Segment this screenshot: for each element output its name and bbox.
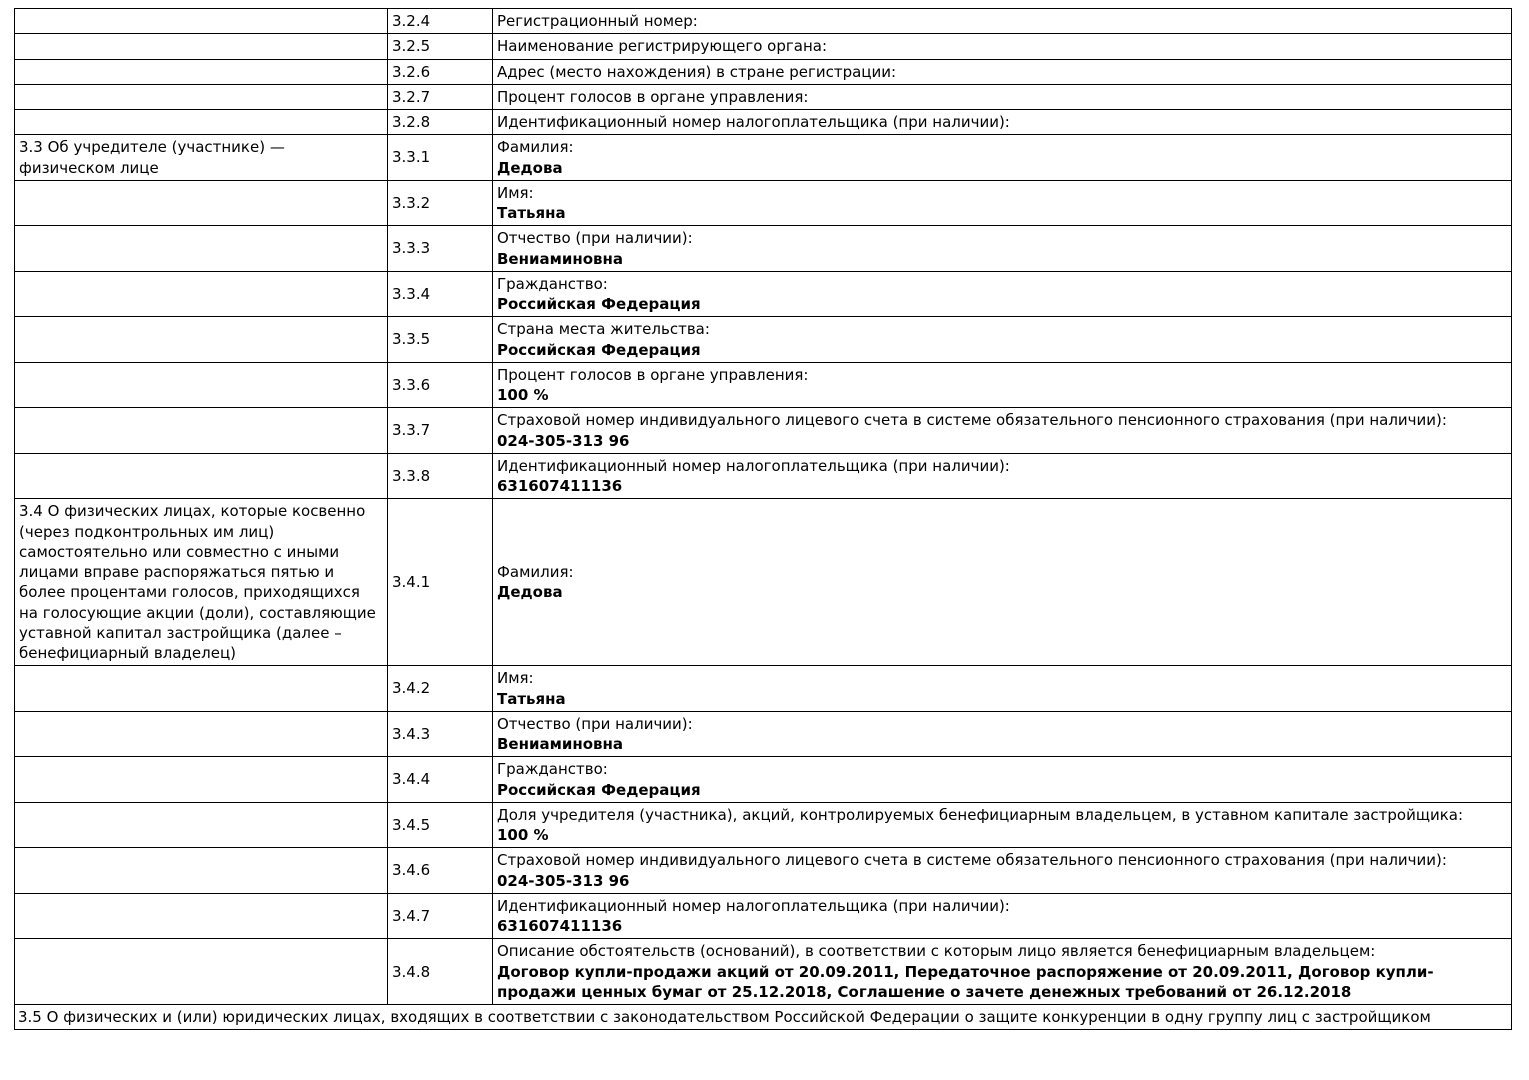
table-row <box>15 408 1512 454</box>
section-title-cell <box>15 802 388 848</box>
content-cell <box>493 84 1512 109</box>
field-value: 024-305-313 96 <box>497 871 630 890</box>
section-title-cell <box>15 317 388 363</box>
field-label: Регистрационный номер: <box>497 12 698 30</box>
footer-section-title: 3.5 О физических и (или) юридических лицах, входящих в соответствии с законодательством Российской Федерации о защите конкуренции в одну группу лиц с застройщиком <box>15 1005 1512 1030</box>
content-cell <box>493 59 1512 84</box>
section-title-cell <box>15 408 388 454</box>
item-number-cell: 3.4.3 <box>388 711 493 757</box>
field-label: Идентификационный номер налогоплательщика (при наличии): <box>497 896 1010 915</box>
field-label: Наименование регистрирующего органа: <box>497 37 827 56</box>
content-cell <box>493 711 1512 757</box>
section-title-cell: 3.4 О физических лицах, которые косвенно (через подконтрольных им лиц) самостоятельно или совместно с иными лицами вправе распоряжаться пятью и более процентами голосов, приходящихся на голосующие акции (доли), составляющие уставной капитал застройщика (далее – бенефициарный владелец) <box>15 499 388 666</box>
field-label: Процент голосов в органе управления: <box>497 87 809 106</box>
table-row <box>15 34 1512 59</box>
section-title-cell: 3.3 Об учредителе (участнике) — физическом лице <box>15 135 388 181</box>
table-row <box>15 666 1512 712</box>
item-number-cell: 3.3.1 <box>388 135 493 181</box>
table-row <box>15 499 1512 666</box>
section-title-cell <box>15 711 388 757</box>
field-value: Вениаминовна <box>497 735 624 753</box>
item-number-cell: 3.4.1 <box>388 499 493 666</box>
section-title-cell <box>15 453 388 499</box>
item-number-cell: 3.4.5 <box>388 802 493 848</box>
field-value: 024-305-313 96 <box>497 431 630 450</box>
item-number-cell: 3.3.3 <box>388 226 493 272</box>
field-label: Гражданство: <box>497 274 608 293</box>
item-number-cell: 3.3.8 <box>388 453 493 499</box>
field-label: Имя: <box>497 183 534 202</box>
field-label: Отчество (при наличии): <box>497 714 693 733</box>
table-row <box>15 848 1512 894</box>
section-title-cell <box>15 110 388 135</box>
section-title-cell <box>15 9 388 34</box>
content-cell <box>493 939 1512 1005</box>
declaration-table <box>14 8 1512 1030</box>
field-value: 631607411136 <box>497 477 623 495</box>
content-cell <box>493 226 1512 272</box>
section-title-cell <box>15 893 388 939</box>
content-cell <box>493 848 1512 894</box>
content-cell <box>493 135 1512 181</box>
item-number-cell: 3.3.4 <box>388 271 493 317</box>
section-title-cell <box>15 848 388 894</box>
section-title-cell <box>15 84 388 109</box>
table-row <box>15 84 1512 109</box>
field-label: Фамилия: <box>497 138 574 157</box>
field-label: Идентификационный номер налогоплательщика (при наличии): <box>497 456 1010 475</box>
table-row <box>15 893 1512 939</box>
item-number-cell: 3.4.7 <box>388 893 493 939</box>
content-cell <box>493 34 1512 59</box>
field-label: Доля учредителя (участника), акций, контролируемых бенефициарным владельцем, в уставном капитале застройщика: <box>497 805 1464 824</box>
item-number-cell: 3.4.6 <box>388 848 493 894</box>
field-value: Вениаминовна <box>497 249 624 268</box>
field-label: Фамилия: <box>497 563 574 581</box>
section-title-cell <box>15 271 388 317</box>
item-number-cell: 3.3.5 <box>388 317 493 363</box>
content-cell <box>493 453 1512 499</box>
field-value: 631607411136 <box>497 917 623 935</box>
field-label: Гражданство: <box>497 760 608 779</box>
content-cell <box>493 180 1512 226</box>
section-title-cell <box>15 180 388 226</box>
field-label: Страна места жительства: <box>497 320 710 339</box>
table-row <box>15 9 1512 34</box>
content-cell <box>493 271 1512 317</box>
field-label: Имя: <box>497 669 534 688</box>
content-cell <box>493 802 1512 848</box>
content-cell <box>493 408 1512 454</box>
item-number-cell: 3.4.2 <box>388 666 493 712</box>
field-value: 100 % <box>497 386 549 404</box>
field-value: Российская Федерация <box>497 780 701 799</box>
field-label: Идентификационный номер налогоплательщика (при наличии): <box>497 113 1010 131</box>
item-number-cell: 3.2.5 <box>388 34 493 59</box>
item-number-cell: 3.3.7 <box>388 408 493 454</box>
table-row <box>15 453 1512 499</box>
field-label: Адрес (место нахождения) в стране регистрации: <box>497 62 897 81</box>
section-title-cell <box>15 666 388 712</box>
content-cell <box>493 893 1512 939</box>
field-value: Российская Федерация <box>497 340 701 359</box>
table-row <box>15 317 1512 363</box>
table-row <box>15 59 1512 84</box>
section-title-cell <box>15 34 388 59</box>
field-value: Дедова <box>497 158 563 177</box>
table-row <box>15 180 1512 226</box>
field-value: Татьяна <box>497 689 566 708</box>
field-label: Описание обстоятельств (оснований), в соответствии с которым лицо является бенефициарным владельцем: <box>497 942 1376 961</box>
footer-row <box>15 1005 1512 1030</box>
field-value: Дедова <box>497 583 563 602</box>
item-number-cell: 3.2.8 <box>388 110 493 135</box>
item-number-cell: 3.4.8 <box>388 939 493 1005</box>
item-number-cell: 3.2.6 <box>388 59 493 84</box>
table-row <box>15 271 1512 317</box>
item-number-cell: 3.4.4 <box>388 757 493 803</box>
content-cell <box>493 110 1512 135</box>
content-cell <box>493 499 1512 666</box>
item-number-cell: 3.2.7 <box>388 84 493 109</box>
section-title-cell <box>15 59 388 84</box>
table-row <box>15 939 1512 1005</box>
item-number-cell: 3.3.2 <box>388 180 493 226</box>
field-value: 100 % <box>497 826 549 844</box>
table-row <box>15 226 1512 272</box>
table-row <box>15 711 1512 757</box>
content-cell <box>493 666 1512 712</box>
content-cell <box>493 757 1512 803</box>
section-title-cell <box>15 226 388 272</box>
table-row <box>15 135 1512 181</box>
content-cell <box>493 362 1512 408</box>
table-row <box>15 757 1512 803</box>
field-label: Процент голосов в органе управления: <box>497 365 809 384</box>
content-cell <box>493 9 1512 34</box>
table-row <box>15 362 1512 408</box>
field-label: Отчество (при наличии): <box>497 229 693 248</box>
field-value: Российская Федерация <box>497 295 701 313</box>
section-title-cell <box>15 362 388 408</box>
field-value: Договор купли-продажи акций от 20.09.2011, Передаточное распоряжение от 20.09.2011, Договор купли-продажи ценных бумаг от 25.12.2018, Соглашение о зачете денежных требований от 26.12.2018 <box>497 962 1434 1001</box>
section-title-cell <box>15 939 388 1005</box>
field-label: Страховой номер индивидуального лицевого счета в системе обязательного пенсионного страхования (при наличии): <box>497 851 1447 870</box>
field-label: Страховой номер индивидуального лицевого счета в системе обязательного пенсионного страхования (при наличии): <box>497 411 1447 430</box>
table-row <box>15 802 1512 848</box>
section-title-cell <box>15 757 388 803</box>
item-number-cell: 3.3.6 <box>388 362 493 408</box>
item-number-cell: 3.2.4 <box>388 9 493 34</box>
content-cell <box>493 317 1512 363</box>
field-value: Татьяна <box>497 204 566 222</box>
table-row <box>15 110 1512 135</box>
